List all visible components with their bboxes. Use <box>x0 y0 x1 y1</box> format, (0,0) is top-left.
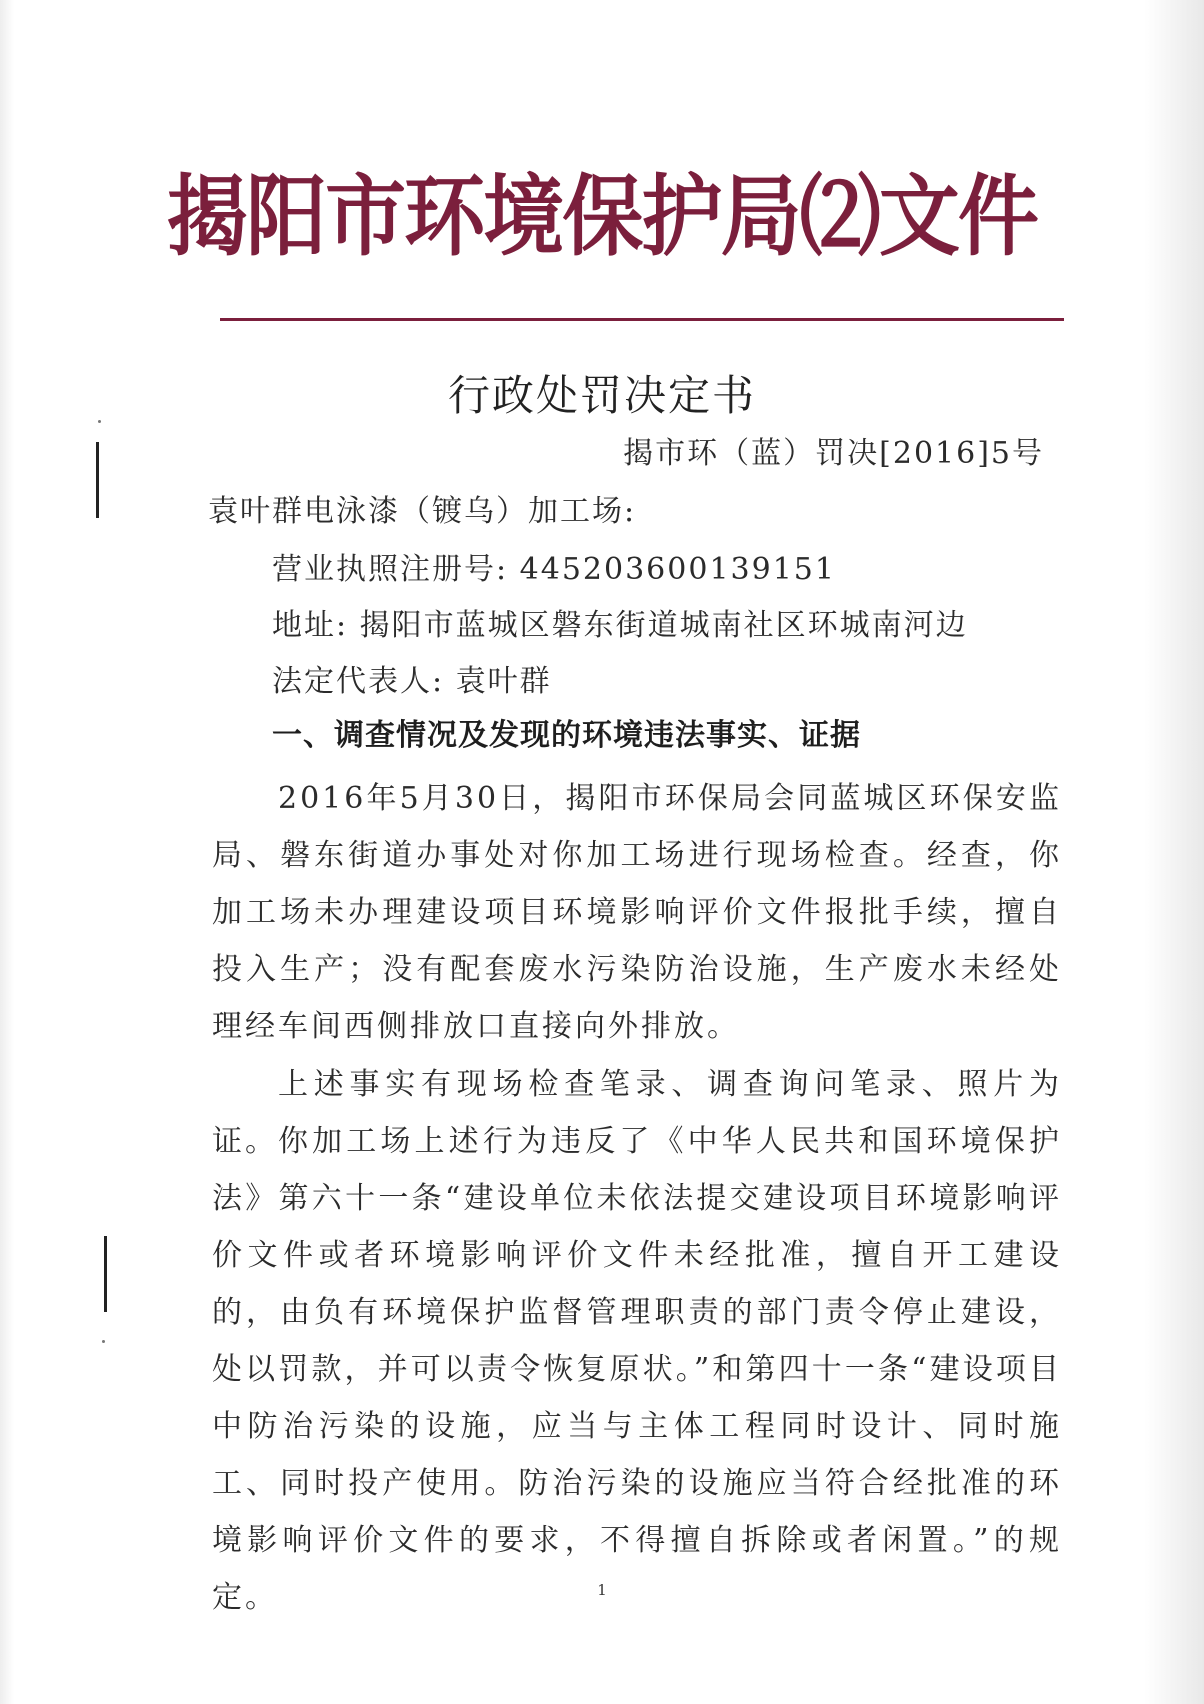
document-title: 行政处罚决定书 <box>447 371 756 420</box>
field-value: 445203600139151 <box>519 552 836 587</box>
letterhead-divider <box>220 318 1064 321</box>
addressee-name: 袁叶群电泳漆（镀乌）加工场: <box>208 494 637 529</box>
field-label: 营业执照注册号: <box>272 552 509 587</box>
field-label: 地址: <box>272 608 349 643</box>
legal-representative-line <box>272 660 552 704</box>
field-value: 揭阳市蓝城区磐东街道城南社区环城南河边 <box>359 608 968 643</box>
binding-mark-upper <box>96 442 99 518</box>
registration-number-line <box>272 548 836 592</box>
document-number: 揭市环（蓝）罚决[2016]5号 <box>623 436 1044 471</box>
paragraph-legal-basis: 你加工场上述行为违反了《中华人民共和国环境保护法》第六十一条“建设单位未依法提交建设项目环境影响评价文件或者环境影响评价文件未经批准，擅自开工建设的，由负有环境保护监督管理职责的部门责令停止建设，处以罚款，并可以责令恢复原状。”和第四十一条“建设项目中防治污染的设施，应当与主体工程同时设计、同时施工、同时投产使用。防治污染的设施应当符合经批准的环境影响评价文件的要求，不得擅自拆除或者闲置。”的规定。 <box>212 1124 1062 1615</box>
paragraph-evidence: 上述事实有现场检查笔录、调查询问笔录、照片为证。 <box>212 1067 1062 1159</box>
section-heading: 一、调查情况及发现的环境违法事实、证据 <box>272 718 861 753</box>
field-label: 法定代表人: <box>272 664 445 699</box>
page-number: 1 <box>597 1581 607 1599</box>
scan-speck <box>102 1340 105 1343</box>
address-line <box>272 604 968 648</box>
paragraph-investigation: 2016年5月30日，揭阳市环保局会同蓝城区环保安监局、磐东街道办事处对你加工场进行现场检查。经查，你加工场未办理建设项目环境影响评价文件报批手续，擅自投入生产；没有配套废水污染防治设施，生产废水未经处理经车间西侧排放口直接向外排放。 <box>212 781 1062 1044</box>
scan-left-shadow <box>0 0 14 1704</box>
letterhead-title: 揭阳市环境保护局⑵文件 <box>166 165 1038 268</box>
binding-mark-lower <box>104 1236 107 1312</box>
field-value: 袁叶群 <box>455 664 552 699</box>
